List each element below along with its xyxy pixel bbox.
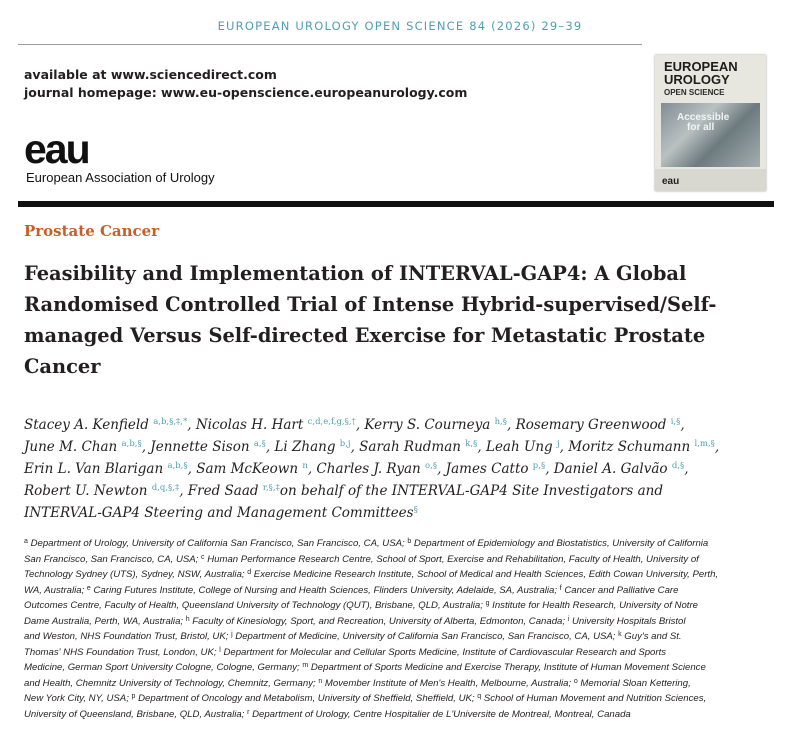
author-name: , Kerry S. Courneya — [355, 417, 495, 433]
title-line: managed Versus Self-directed Exercise for Metastatic Prostate — [24, 324, 706, 347]
author-name: Erin L. Van Blarigan — [24, 461, 168, 477]
affiliation-key: j — [231, 631, 233, 638]
affiliation-marker[interactable]: a,b,§,‡,* — [153, 417, 188, 427]
header-rule — [18, 44, 642, 45]
author-line — [24, 436, 784, 458]
author-line — [24, 502, 784, 524]
sciencedirect-link[interactable]: available at www.sciencedirect.com — [24, 67, 277, 82]
affiliation-marker[interactable]: r,§,‡ — [262, 483, 280, 493]
affiliation-marker[interactable]: d,§ — [671, 461, 685, 471]
affiliation-key: n — [318, 677, 323, 685]
affiliation-text: Institute for Health Research, University of Notre — [489, 600, 698, 611]
affiliation-line — [24, 660, 776, 676]
author-name: , Daniel A. Galvão — [545, 461, 672, 477]
affiliation-text: Medicine, German Sport University Cologne, Cologne, Germany; — [24, 662, 303, 673]
affiliation-text: Department of Epidemiology and Biostatistics, University of California — [411, 538, 709, 549]
author-name: , — [684, 461, 689, 477]
affiliation-line — [24, 583, 776, 599]
affiliation-text: University Hospitals Bristol — [569, 615, 686, 627]
affiliation-marker[interactable]: k,§ — [465, 439, 478, 449]
author-name: , Li Zhang — [265, 439, 340, 455]
affiliation-key: e — [86, 584, 91, 592]
affiliation-marker[interactable]: j — [556, 439, 560, 449]
author-name: , Charles J. Ryan — [307, 461, 426, 477]
affiliation-line — [24, 614, 776, 630]
cover-title: EUROPEAN UROLOGY — [664, 59, 738, 87]
affiliation-key: a — [24, 538, 28, 545]
affiliation-text: Thomas' NHS Foundation Trust, London, UK; — [24, 646, 220, 658]
author-name: , Jennette Sison — [141, 439, 254, 455]
cover-tagline: Accessible for all — [677, 112, 730, 133]
author-name: , — [714, 439, 720, 455]
availability-block — [24, 66, 467, 102]
affiliation-marker[interactable]: § — [413, 505, 418, 515]
author-line — [24, 414, 784, 436]
affiliation-key: g — [485, 600, 490, 607]
journal-homepage-link[interactable]: journal homepage: www.eu-openscience.europeanurology.com — [24, 85, 468, 100]
author-name: Robert U. Newton — [24, 483, 152, 499]
affiliation-key: d — [247, 569, 252, 576]
affiliation-marker[interactable]: o,§ — [425, 461, 438, 471]
affiliation-key: h — [185, 615, 190, 623]
affiliation-text: and Weston, NHS Foundation Trust, Bristol, UK; — [24, 631, 232, 642]
author-name: , Sarah Rudman — [350, 439, 466, 455]
affiliation-marker[interactable]: p,§ — [532, 461, 546, 471]
title-line: Cancer — [24, 355, 101, 378]
affiliation-text: Cancer and Palliative Care — [561, 584, 679, 596]
affiliation-text: WA, Australia; — [24, 584, 87, 596]
affiliation-line — [24, 645, 776, 661]
author-name: June M. Chan — [24, 439, 122, 455]
affiliation-text: Department of Urology, University of California San Francisco, San Francisco, CA, USA; — [27, 538, 408, 549]
affiliation-text: Movember Institute of Men's Health, Melbourne, Australia; — [322, 677, 574, 689]
svg-text:eau: eau — [24, 132, 89, 170]
title-line: Feasibility and Implementation of INTERVAL-GAP4: A Global — [24, 262, 687, 285]
author-list — [24, 414, 784, 524]
author-name: on behalf of the INTERVAL-GAP4 Site Investigators and — [279, 483, 663, 499]
affiliation-text: Caring Futures Institute, College of Nursing and Health Sciences, Flinders University, Adelaide, SA, Australia; — [90, 584, 560, 596]
article-category: Prostate Cancer — [24, 222, 160, 240]
affiliation-key: o — [573, 677, 578, 685]
affiliation-marker[interactable]: l,m,§ — [694, 439, 715, 449]
affiliation-text: Technology Sydney (UTS), Sydney, NSW, Australia; — [24, 569, 248, 580]
affiliation-text: and Health, Chemnitz University of Technology, Chemnitz, Germany; — [24, 677, 319, 689]
affiliation-marker[interactable]: d,q,§,‡ — [151, 483, 180, 493]
affiliation-text: Department of Sports Medicine and Exercise Therapy, Institute of Human Movement Science — [308, 662, 706, 673]
affiliation-text: School of Human Movement and Nutrition Sciences, — [481, 693, 707, 704]
affiliation-text: University of Queensland, Brisbane, QLD, Australia; — [24, 708, 248, 720]
affiliation-text: Department for Molecular and Cellular Sports Medicine, Institute of Cardiovascular Research and Sports — [220, 646, 667, 658]
article-title — [24, 258, 754, 382]
affiliation-line — [24, 629, 776, 645]
title-rule — [18, 201, 774, 207]
affiliation-text: Outcomes Centre, Faculty of Health, Queensland University of Technology (QUT), Brisbane, QLD, Australia; — [24, 600, 486, 611]
affiliation-line — [24, 676, 776, 692]
affiliation-marker[interactable]: b,j — [339, 439, 351, 449]
author-name: , Fred Saad — [179, 483, 263, 499]
affiliation-key: q — [477, 693, 482, 700]
author-name: , Rosemary Greenwood — [507, 417, 671, 433]
affiliation-marker[interactable]: a,b,§ — [167, 461, 188, 471]
affiliation-line — [24, 567, 776, 583]
affiliation-text: Exercise Medicine Research Institute, School of Medical and Health Sciences, Edith Cowan University, Perth, — [251, 569, 719, 580]
affiliation-text: Memorial Sloan Kettering, — [577, 677, 691, 689]
affiliation-marker[interactable]: i,§ — [670, 417, 681, 427]
author-name: , Nicolas H. Hart — [187, 417, 308, 433]
author-name: , Leah Ung — [477, 439, 557, 455]
affiliation-marker[interactable]: a,§ — [253, 439, 266, 449]
author-line — [24, 480, 784, 502]
affiliation-text: Department of Medicine, University of California San Francisco, San Francisco, CA, USA; — [232, 631, 619, 642]
affiliation-text: Human Performance Research Centre, School of Sport, Exercise and Rehabilitation, Faculty of Health, University of — [204, 553, 699, 565]
affiliation-marker[interactable]: c,d,e,f,g,§,† — [307, 417, 356, 427]
journal-cover[interactable] — [655, 55, 766, 191]
author-line — [24, 458, 784, 480]
cover-subtitle: OPEN SCIENCE — [664, 88, 725, 97]
affiliation-text: Dame Australia, Perth, WA, Australia; — [24, 615, 186, 627]
title-line: Randomised Controlled Trial of Intense Hybrid-supervised/Self- — [24, 293, 717, 316]
affiliation-key: f — [559, 584, 562, 592]
affiliation-text: San Francisco, San Francisco, CA, USA; — [24, 553, 202, 565]
affiliation-key: i — [567, 615, 570, 623]
affiliation-key: p — [131, 693, 136, 700]
affiliation-line — [24, 536, 776, 552]
affiliation-marker[interactable]: n — [302, 461, 308, 471]
affiliation-line — [24, 707, 776, 723]
affiliation-line — [24, 691, 776, 707]
affiliation-key: c — [201, 553, 205, 561]
author-name: , — [680, 417, 685, 433]
eau-logo-text: European Association of Urology — [26, 170, 215, 185]
cover-eau-mark: eau — [662, 176, 680, 187]
eau-logo-icon — [24, 132, 124, 170]
author-name: Stacey A. Kenfield — [24, 417, 154, 433]
affiliation-marker[interactable]: a,b,§ — [121, 439, 142, 449]
author-name: , Sam McKeown — [187, 461, 303, 477]
affiliation-marker[interactable]: h,§ — [494, 417, 508, 427]
author-name: INTERVAL-GAP4 Steering and Management Committees — [24, 505, 414, 521]
affiliation-line — [24, 598, 776, 614]
affiliation-line — [24, 552, 776, 568]
author-name: , Moritz Schumann — [559, 439, 695, 455]
affiliation-text: New York City, NY, USA; — [24, 693, 132, 704]
affiliation-key: r — [247, 708, 250, 716]
affiliation-key: k — [618, 631, 622, 638]
affiliation-key: m — [302, 662, 309, 669]
author-name: , James Catto — [437, 461, 533, 477]
journal-citation: EUROPEAN UROLOGY OPEN SCIENCE 84 (2026) 29–39 — [217, 19, 583, 33]
affiliation-key: l — [219, 646, 221, 654]
affiliation-text: Department of Oncology and Metabolism, University of Sheffield, Sheffield, UK; — [135, 693, 478, 704]
affiliation-key: b — [407, 538, 412, 545]
affiliation-text: Guy's and St. — [621, 631, 682, 642]
affiliation-text: Faculty of Kinesiology, Sport, and Recreation, University of Alberta, Edmonton, Canada; — [189, 615, 568, 627]
affiliation-text: Department of Urology, Centre Hospitalier de L'Universite de Montreal, Montreal, Canada — [249, 708, 631, 720]
affiliations — [24, 536, 776, 722]
